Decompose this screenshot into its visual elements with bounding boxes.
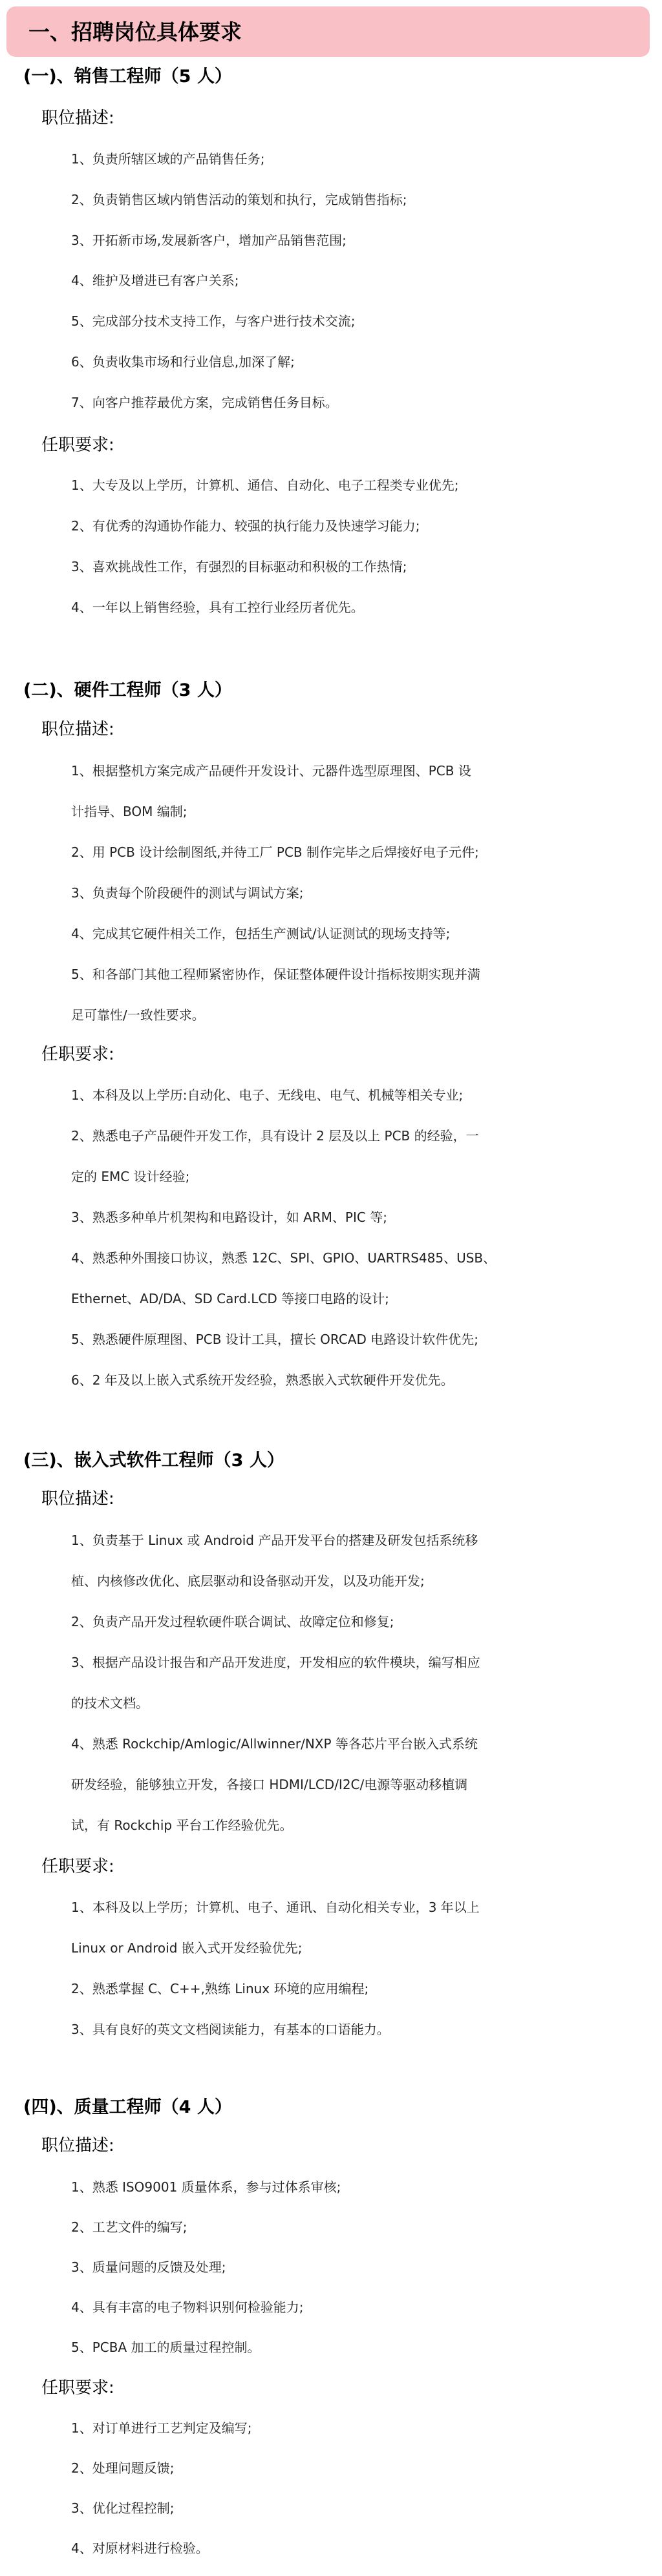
- list-item: Linux or Android 嵌入式开发经验优先;: [71, 1940, 303, 1956]
- list-item: 2、处理问题反馈;: [71, 2460, 175, 2476]
- list-item: 1、根据整机方案完成产品硬件开发设计、元器件选型原理图、PCB 设: [71, 763, 471, 779]
- list-item: 4、维护及增进已有客户关系;: [71, 273, 239, 288]
- header-banner: [6, 6, 650, 57]
- list-item: Ethernet、AD/DA、SD Card.LCD 等接口电路的设计;: [71, 1291, 389, 1306]
- list-item: 5、和各部门其他工程师紧密协作，保证整体硬件设计指标按期实现并满: [71, 967, 480, 982]
- duty-heading: 职位描述:: [41, 1489, 114, 1509]
- list-item: 1、大专及以上学历，计算机、通信、自动化、电子工程类专业优先;: [71, 477, 459, 493]
- list-item: 1、负责基于 Linux 或 Android 产品开发平台的搭建及研发包括系统移: [71, 1533, 478, 1548]
- list-item: 2、工艺文件的编写;: [71, 2219, 187, 2235]
- list-item: 2、用 PCB 设计绘制图纸,并待工厂 PCB 制作完毕之后焊接好电子元件;: [71, 844, 479, 860]
- duty-heading: 职位描述:: [41, 2136, 114, 2155]
- list-item: 1、对订单进行工艺判定及编写;: [71, 2420, 252, 2436]
- list-item: 2、熟悉电子产品硬件开发工作，具有设计 2 层及以上 PCB 的经验，一: [71, 1128, 479, 1144]
- list-item: 3、具有良好的英文文档阅读能力，有基本的口语能力。: [71, 2022, 390, 2037]
- section-title-embedded-software-engineer: (三)、嵌入式软件工程师（3 人）: [23, 1450, 284, 1471]
- list-item: 1、负责所辖区域的产品销售任务;: [71, 151, 265, 167]
- page-title: 一、招聘岗位具体要求: [28, 19, 242, 45]
- duty-heading: 职位描述:: [41, 720, 114, 739]
- list-item: 2、负责产品开发过程软硬件联合调试、故障定位和修复;: [71, 1614, 394, 1629]
- list-item: 6、2 年及以上嵌入式系统开发经验，熟悉嵌入式软硬件开发优先。: [71, 1372, 454, 1388]
- list-item: 3、优化过程控制;: [71, 2500, 175, 2516]
- list-item: 5、PCBA 加工的质量过程控制。: [71, 2340, 261, 2355]
- list-item: 2、负责销售区域内销售活动的策划和执行，完成销售指标;: [71, 192, 407, 207]
- list-item: 足可靠性/一致性要求。: [71, 1007, 205, 1023]
- list-item: 试，有 Rockchip 平台工作经验优先。: [71, 1817, 293, 1833]
- section-title-hardware-engineer: (二)、硬件工程师（3 人）: [23, 680, 232, 700]
- list-item: 的技术文档。: [71, 1695, 149, 1711]
- list-item: 3、开拓新市场,发展新客户，增加产品销售范围;: [71, 233, 347, 248]
- list-item: 4、一年以上销售经验，具有工控行业经历者优先。: [71, 600, 364, 615]
- list-item: 5、熟悉硬件原理图、PCB 设计工具，擅长 ORCAD 电路设计软件优先;: [71, 1332, 478, 1347]
- list-item: 1、熟悉 ISO9001 质量体系，参与过体系审核;: [71, 2179, 341, 2195]
- list-item: 5、完成部分技术支持工作，与客户进行技术交流;: [71, 313, 356, 329]
- requirements-heading: 任职要求:: [41, 2378, 114, 2398]
- list-item: 定的 EMC 设计经验;: [71, 1169, 190, 1184]
- list-item: 4、熟悉 Rockchip/Amlogic/Allwinner/NXP 等各芯片平台嵌入式系统: [71, 1736, 478, 1752]
- section-title-quality-engineer: (四)、质量工程师（4 人）: [23, 2097, 232, 2117]
- duty-heading: 职位描述:: [41, 109, 114, 128]
- list-item: 1、本科及以上学历；计算机、电子、通讯、自动化相关专业，3 年以上: [71, 1900, 480, 1915]
- list-item: 2、有优秀的沟通协作能力、较强的执行能力及快速学习能力;: [71, 518, 420, 534]
- list-item: 7、向客户推荐最优方案，完成销售任务目标。: [71, 395, 338, 410]
- list-item: 3、熟悉多种单片机架构和电路设计，如 ARM、PIC 等;: [71, 1209, 387, 1225]
- list-item: 3、质量问题的反馈及处理;: [71, 2259, 226, 2275]
- list-item: 3、根据产品设计报告和产品开发进度，开发相应的软件模块，编写相应: [71, 1655, 480, 1670]
- list-item: 4、熟悉种外围接口协议，熟悉 12C、SPI、GPIO、UARTRS485、USB、: [71, 1250, 496, 1266]
- list-item: 植、内核修改优化、底层驱动和设备驱动开发，以及功能开发;: [71, 1573, 425, 1589]
- list-item: 3、负责每个阶段硬件的测试与调试方案;: [71, 885, 304, 901]
- list-item: 4、对原材料进行检验。: [71, 2540, 209, 2556]
- list-item: 3、喜欢挑战性工作，有强烈的目标驱动和积极的工作热情;: [71, 559, 407, 574]
- list-item: 计指导、BOM 编制;: [71, 804, 187, 819]
- requirements-heading: 任职要求:: [41, 1857, 114, 1876]
- list-item: 2、熟悉掌握 C、C++,熟练 Linux 环境的应用编程;: [71, 1981, 369, 1996]
- list-item: 1、本科及以上学历:自动化、电子、无线电、电气、机械等相关专业;: [71, 1087, 464, 1103]
- list-item: 研发经验，能够独立开发，各接口 HDMI/LCD/I2C/电源等驱动移植调: [71, 1777, 468, 1792]
- requirements-heading: 任职要求:: [41, 435, 114, 455]
- requirements-heading: 任职要求:: [41, 1045, 114, 1064]
- list-item: 4、具有丰富的电子物料识别何检验能力;: [71, 2299, 304, 2315]
- list-item: 4、完成其它硬件相关工作，包括生产测试/认证测试的现场支持等;: [71, 926, 451, 941]
- section-title-sales-engineer: (一)、销售工程师（5 人）: [23, 67, 232, 87]
- list-item: 6、负责收集市场和行业信息,加深了解;: [71, 354, 295, 370]
